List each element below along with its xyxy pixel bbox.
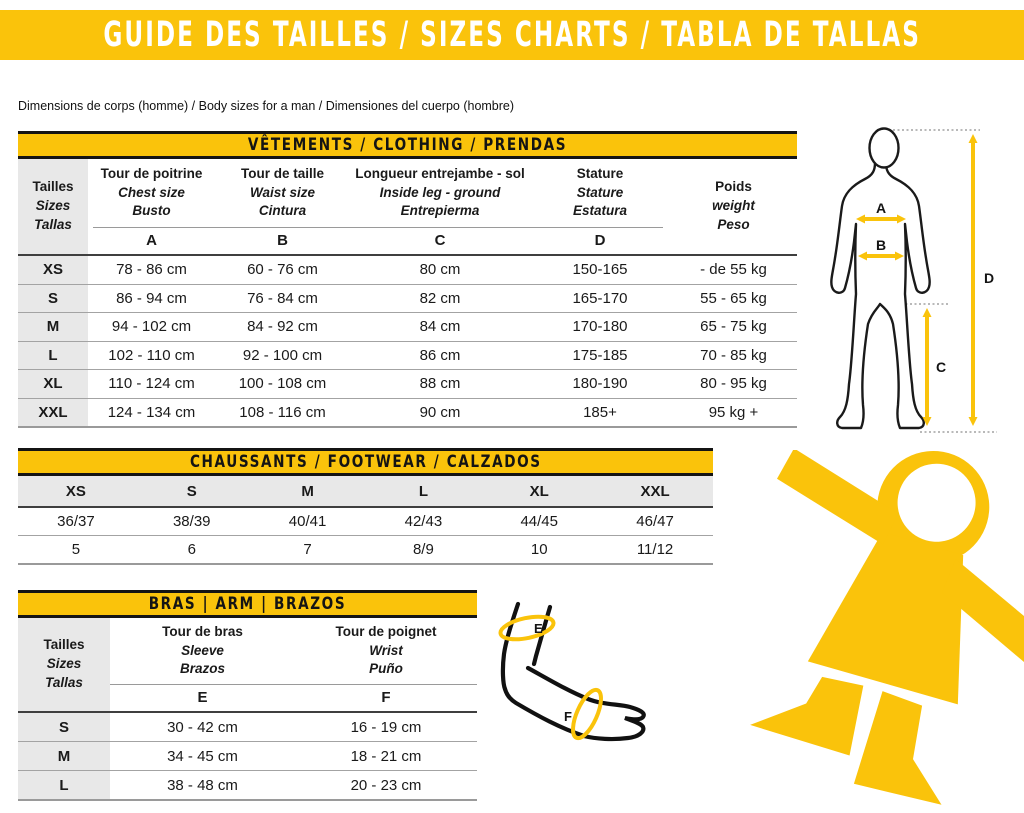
column-header-stature: Stature Stature Estatura D — [530, 159, 670, 254]
value-cell: 40/41 — [288, 513, 327, 530]
table-row — [18, 713, 477, 741]
sizes-label-es: Tallas — [34, 216, 72, 232]
footwear-table — [18, 448, 713, 565]
column-header-weight: Poids weight Peso — [712, 179, 755, 232]
value-cell: 100 - 108 cm — [238, 375, 327, 393]
value-cell: 10 — [530, 541, 548, 558]
size-cell: XL — [18, 370, 88, 398]
value-cell: 70 - 85 kg — [700, 346, 767, 364]
clothing-title: VÊTEMENTS / CLOTHING / PRENDAS — [247, 135, 568, 155]
size-header-cell: XL — [529, 482, 549, 500]
man-silhouette — [831, 129, 929, 429]
table-row — [18, 535, 713, 563]
clothing-table — [18, 131, 797, 428]
column-letter-c: C — [434, 232, 446, 249]
body-dimensions-subtitle: Dimensions de corps (homme) / Body sizes for a man / Dimensiones del cuerpo (hombre) — [18, 99, 515, 113]
table-row — [18, 341, 797, 370]
size-cell: L — [18, 342, 88, 370]
value-cell: 165-170 — [572, 289, 628, 307]
value-cell: 124 - 134 cm — [107, 403, 196, 421]
table-row — [18, 256, 797, 284]
value-cell: 180-190 — [572, 375, 628, 393]
size-header-cell: L — [418, 482, 428, 500]
size-cell: S — [18, 285, 88, 313]
table-row — [18, 369, 797, 398]
figure-label-d: D — [984, 270, 995, 286]
header-divider-line — [93, 227, 663, 228]
column-header-chest: Tour de poitrine Chest size Busto A — [88, 159, 215, 254]
value-cell: 30 - 42 cm — [167, 718, 238, 736]
size-header-cell: S — [186, 482, 197, 500]
size-cell: M — [18, 742, 110, 770]
arm-table — [18, 590, 477, 801]
sizes-label-fr: Tailles — [32, 179, 74, 195]
column-header-sleeve: Tour de bras Sleeve Brazos E — [110, 618, 295, 711]
table-row — [18, 741, 477, 770]
arm-measurement-figure — [488, 592, 703, 770]
footwear-header — [18, 476, 713, 508]
value-cell: 88 cm — [419, 375, 461, 393]
size-cell: L — [18, 771, 110, 799]
value-cell: 65 - 75 kg — [700, 318, 767, 336]
value-cell: 18 - 21 cm — [350, 747, 422, 765]
value-cell: 76 - 84 cm — [247, 289, 318, 307]
value-cell: 84 cm — [419, 318, 461, 336]
column-header-waist: Tour de taille Waist size Cintura B — [215, 159, 350, 254]
value-cell: 170-180 — [572, 318, 628, 336]
figure-label-b: B — [875, 237, 887, 253]
figure-label-f: F — [564, 709, 572, 724]
table-row — [18, 770, 477, 799]
column-letter-a: A — [146, 232, 157, 249]
value-cell: 94 - 102 cm — [111, 318, 192, 336]
column-header-wrist: Tour de poignet Wrist Puño F — [295, 618, 477, 711]
value-cell: 36/37 — [57, 513, 95, 530]
footwear-rows — [18, 508, 713, 565]
value-cell: 8/9 — [412, 541, 434, 558]
value-cell: 86 cm — [419, 346, 461, 364]
value-cell: 5 — [71, 541, 81, 558]
value-cell: 80 - 95 kg — [700, 375, 767, 393]
arm-title: BRAS | ARM | BRAZOS — [148, 594, 347, 614]
value-cell: 38 - 48 cm — [167, 776, 238, 794]
table-row — [18, 508, 713, 535]
value-cell: 82 cm — [419, 289, 461, 307]
value-cell: 102 - 110 cm — [108, 346, 195, 364]
mascot-silhouette — [748, 450, 1024, 812]
size-header-cell: M — [301, 482, 314, 500]
footwear-title: CHAUSSANTS / FOOTWEAR / CALZADOS — [189, 452, 542, 472]
header-divider-line — [110, 684, 477, 685]
footwear-title-bar — [18, 448, 713, 476]
value-cell: 60 - 76 cm — [247, 261, 318, 279]
size-cell: S — [18, 713, 110, 741]
arm-title-bar — [18, 590, 477, 618]
mascot-figure — [748, 450, 1024, 812]
size-cell: XS — [18, 256, 88, 284]
sizes-label-en: Sizes — [35, 198, 71, 214]
title-banner — [0, 10, 1024, 60]
column-header-inside-leg: Longueur entrejambe - sol Inside leg - ground Entrepierma C — [350, 159, 530, 254]
clothing-title-bar — [18, 131, 797, 159]
value-cell: 150-165 — [572, 261, 628, 279]
value-cell: 92 - 100 cm — [242, 346, 323, 364]
clothing-rows — [18, 256, 797, 428]
value-cell: 55 - 65 kg — [700, 289, 767, 307]
value-cell: 6 — [187, 541, 196, 558]
value-cell: 84 - 92 cm — [247, 318, 318, 336]
figure-label-a: A — [875, 200, 887, 216]
size-cell: M — [18, 313, 88, 341]
value-cell: 110 - 124 cm — [108, 375, 195, 393]
clothing-header — [18, 159, 797, 256]
body-measurement-figure — [828, 118, 1018, 440]
value-cell: 38/39 — [172, 513, 211, 530]
sizes-header-cell — [18, 159, 88, 254]
page-title: GUIDE DES TAILLES / SIZES CHARTS / TABLA DE TALLAS — [103, 14, 921, 56]
value-cell: 108 - 116 cm — [239, 403, 326, 421]
arm-header — [18, 618, 477, 713]
column-letter-e: E — [197, 689, 208, 706]
value-cell: 46/47 — [636, 513, 674, 530]
value-cell: - de 55 kg — [700, 261, 767, 279]
sizes-header-cell: Tailles Sizes Tallas — [18, 618, 110, 711]
value-cell: 95 kg + — [708, 403, 759, 421]
figure-label-e: E — [534, 621, 543, 636]
value-cell: 44/45 — [520, 513, 558, 530]
table-row — [18, 312, 797, 341]
table-row — [18, 398, 797, 427]
figure-label-c: C — [936, 359, 947, 375]
value-cell: 86 - 94 cm — [116, 289, 187, 307]
value-cell: 175-185 — [572, 346, 628, 364]
value-cell: 80 cm — [419, 261, 461, 279]
value-cell: 7 — [303, 541, 312, 558]
size-header-cell: XS — [65, 482, 86, 500]
value-cell: 90 cm — [419, 403, 461, 421]
size-header-cell: XXL — [640, 482, 670, 500]
column-letter-f: F — [381, 689, 391, 706]
value-cell: 11/12 — [636, 541, 674, 558]
value-cell: 20 - 23 cm — [350, 776, 422, 794]
column-letter-b: B — [277, 232, 288, 249]
table-row — [18, 284, 797, 313]
value-cell: 16 - 19 cm — [350, 718, 422, 736]
column-letter-d: D — [594, 232, 606, 249]
value-cell: 185+ — [583, 403, 617, 421]
arm-rows — [18, 713, 477, 801]
size-cell: XXL — [18, 399, 88, 427]
value-cell: 34 - 45 cm — [167, 747, 238, 765]
value-cell: 78 - 86 cm — [116, 261, 187, 279]
value-cell: 42/43 — [404, 513, 443, 530]
